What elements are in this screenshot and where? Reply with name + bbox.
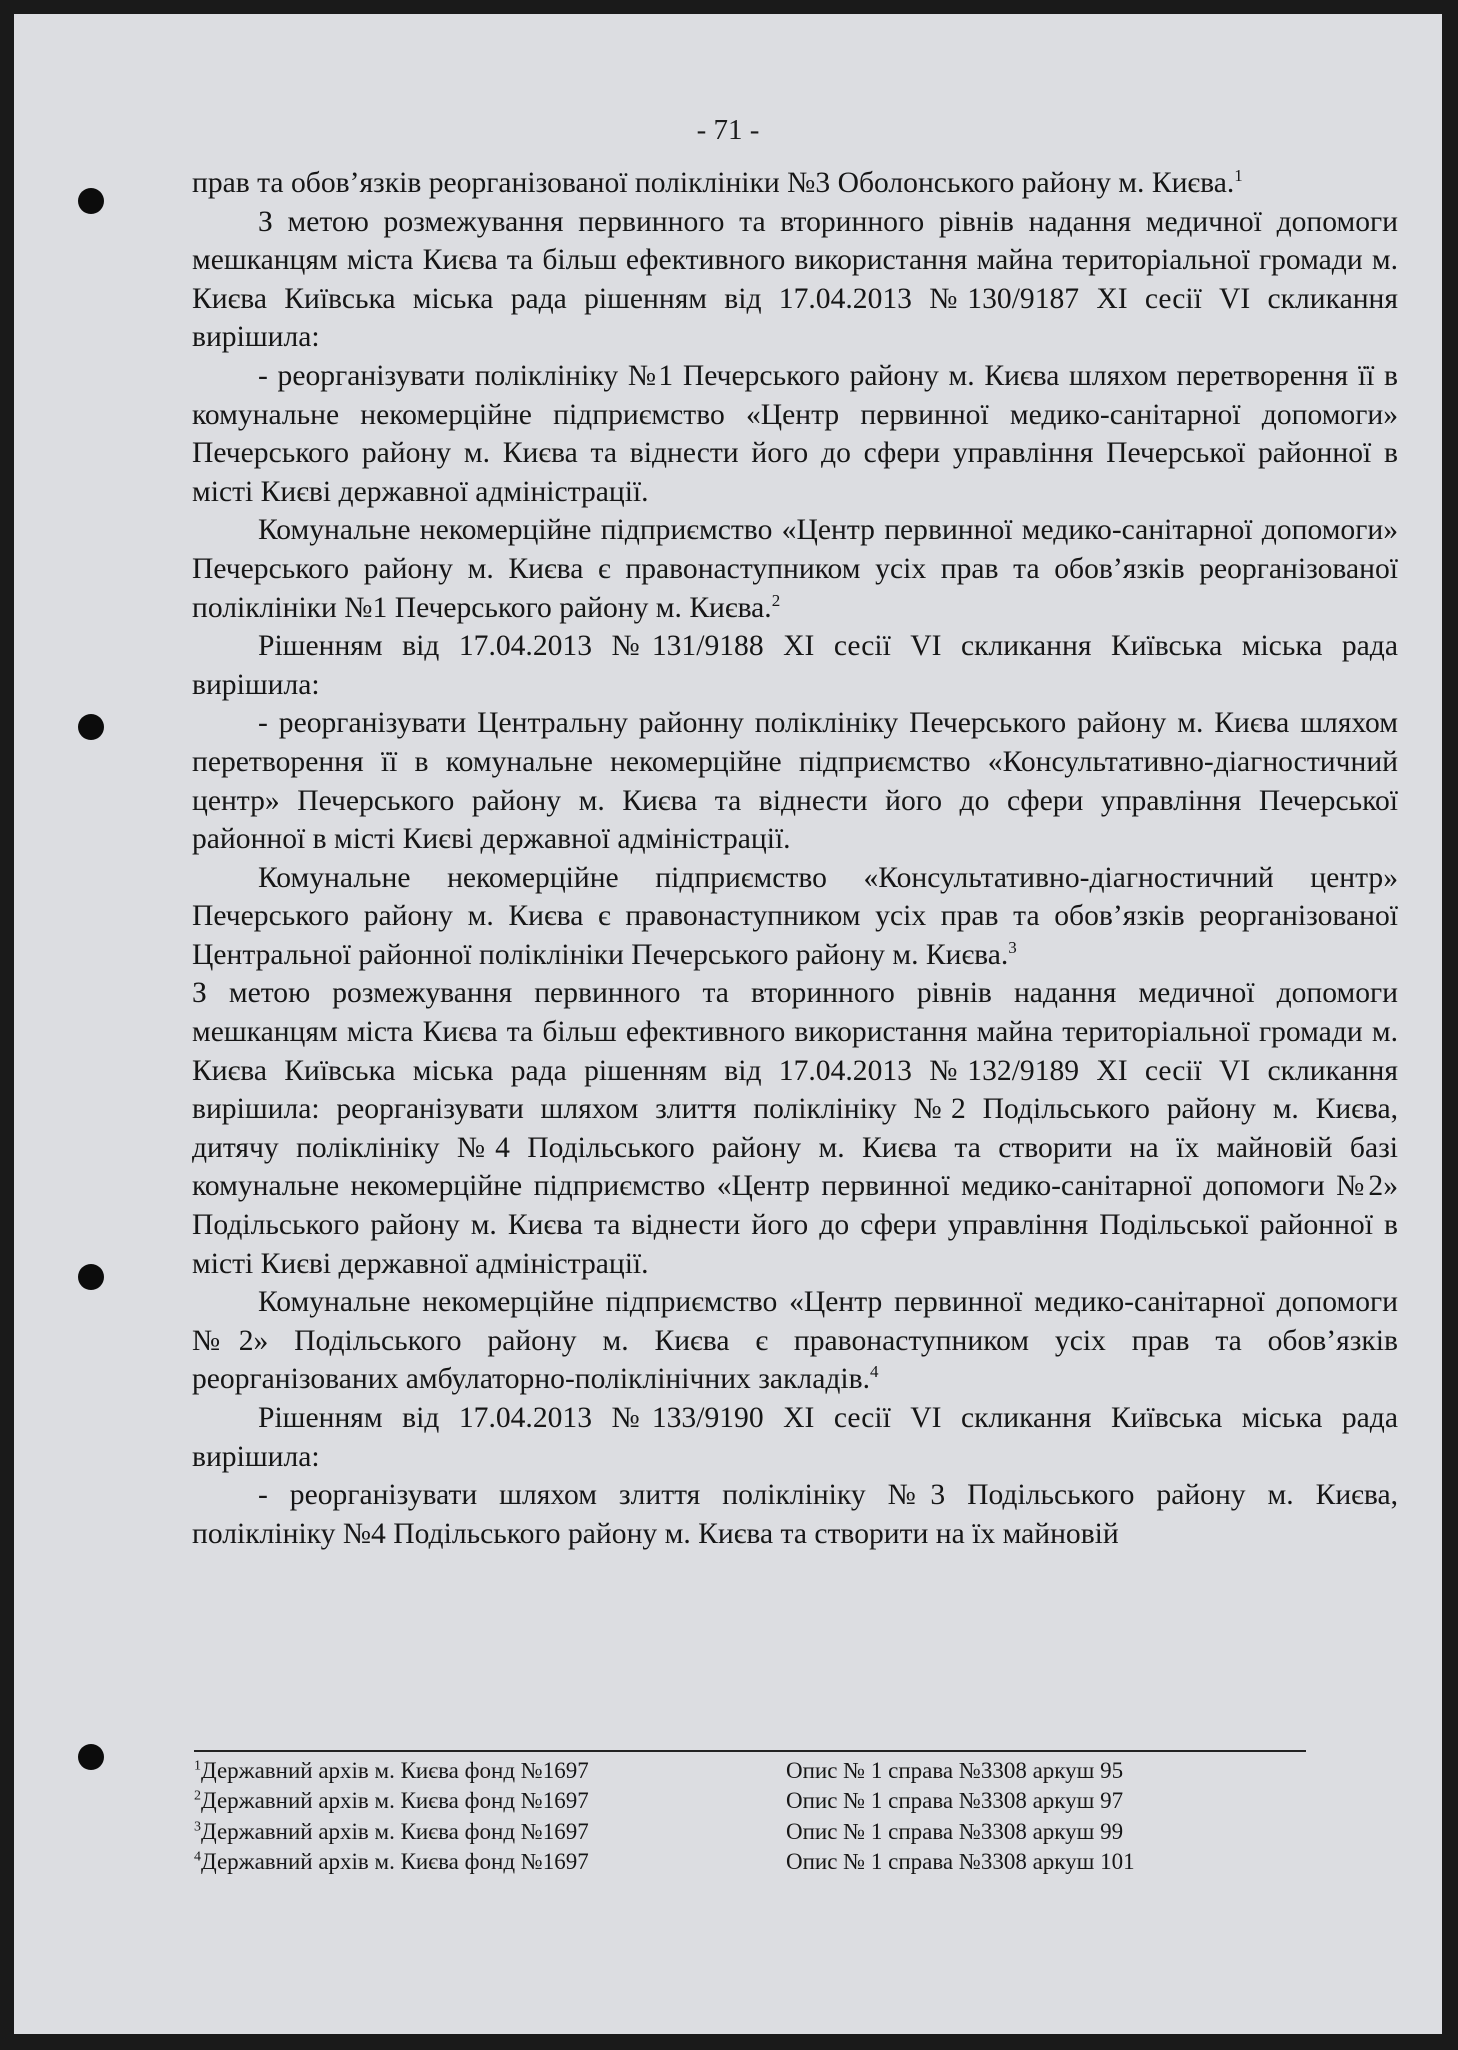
punch-hole: [78, 714, 104, 740]
footnote: [194, 1756, 1304, 1786]
paragraph: Комунальне некомерційне підприємство «Консультативно-діагностичний центр» Печерського району м. Києва є правонаступником усіх прав та обов’язків реорганізованої Центральної районної поліклініки Печерського району м. Києва.$^3$: [192, 861, 1398, 971]
footnote-reference: Опис № 1 справа №3308 аркуш 95: [786, 1758, 1124, 1783]
paragraph: - реорганізувати поліклініку №1 Печерського району м. Києва шляхом перетворення її в комунальне некомерційне підприємство «Центр первинної медико-санітарної допомоги» Печерського району м. Києва та віднести його до сфери управління Печерської районної в місті Києві державної адміністрації.: [192, 359, 1398, 508]
footnote-divider: [194, 1750, 1306, 1752]
footnote-number: 2: [194, 1788, 201, 1804]
footnote-number: 3: [194, 1818, 201, 1834]
paragraph: З метою розмежування первинного та вторинного рівнів надання медичної допомоги мешканцям міста Києва та більш ефективного використання майна територіальної громади м. Києва Київська міська рада рішенням від 17.04.2013 №130/9187 XI сесії VI скликання вирішила:: [192, 205, 1398, 354]
paragraph: Рішенням від 17.04.2013 №133/9190 XI сесії VI скликання Київська міська рада вирішила:: [192, 1402, 1398, 1473]
footnote-source: Державний архів м. Києва фонд №1697: [201, 1788, 589, 1814]
paragraph: - реорганізувати шляхом злиття поліклініку №3 Подільського району м. Києва, поліклініку №4 Подільського району м. Києва та створити на їх майновій: [192, 1479, 1398, 1550]
document-page: [14, 14, 1442, 2034]
footnote-source: Державний архів м. Києва фонд №1697: [201, 1848, 589, 1874]
punch-hole: [78, 1744, 104, 1770]
paragraph: Комунальне некомерційне підприємство «Центр первинної медико-санітарної допомоги» Печерського району м. Києва є правонаступником усіх прав та обов’язків реорганізованої поліклініки №1 Печерського району м. Києва.$^2$: [192, 514, 1398, 624]
body-text: [192, 164, 1398, 1553]
footnote-reference: Опис № 1 справа №3308 аркуш 101: [786, 1848, 1135, 1874]
footnote-number: 1: [194, 1758, 201, 1774]
footnote: [194, 1847, 1304, 1877]
paragraph: З метою розмежування первинного та вторинного рівнів надання медичної допомоги мешканцям міста Києва та більш ефективного використання майна територіальної громади м. Києва Київська міська рада рішенням від 17.04.2013 №132/9189 XI сесії VI скликання вирішила: реорганізувати шляхом злиття поліклініку №2 Подільського району м. Києва, дитячу поліклініку №4 Подільського району м. Києва та створити на їх майновій базі комунальне некомерційне підприємство «Центр первинної медико-санітарної допомоги №2» Подільського району м. Києва та віднести його до сфери управління Подільської районної в місті Києві державної адміністрації.: [192, 977, 1398, 1280]
footnote: [194, 1786, 1304, 1816]
footnotes: [194, 1756, 1304, 1877]
footnote: [194, 1817, 1304, 1847]
paragraph: прав та обов’язків реорганізованої поліклініки №3 Оболонського району м. Києва.$^1$: [192, 166, 1243, 199]
footnote-number: 4: [194, 1849, 201, 1865]
paragraph: Рішенням від 17.04.2013 №131/9188 XI сесії VI скликання Київська міська рада вирішила:: [192, 630, 1398, 701]
punch-hole: [78, 188, 104, 214]
footnote-ref: 1: [1234, 166, 1243, 186]
paragraph: - реорганізувати Центральну районну поліклініку Печерського району м. Києва шляхом перетворення її в комунальне некомерційне підприємство «Консультативно-діагностичний центр» Печерського району м. Києва та віднести його до сфери управління Печерської районної в місті Києві державної адміністрації.: [192, 707, 1398, 856]
footnote-source: Державний архів м. Києва фонд №1697: [201, 1758, 589, 1783]
footnote-ref: 3: [1008, 938, 1017, 958]
footnote-reference: Опис № 1 справа №3308 аркуш 97: [786, 1788, 1124, 1814]
paragraph: Комунальне некомерційне підприємство «Центр первинної медико-санітарної допомоги №2» Подільського району м. Києва є правонаступником усіх прав та обов’язків реорганізованих амбулаторно-поліклінічних закладів.$^4$: [192, 1286, 1398, 1396]
footnote-ref: 4: [869, 1362, 879, 1382]
footnote-reference: Опис № 1 справа №3308 аркуш 99: [786, 1818, 1124, 1844]
footnote-ref: 2: [771, 590, 781, 610]
page-number: - 71 -: [696, 114, 760, 146]
footnote-source: Державний архів м. Києва фонд №1697: [201, 1818, 589, 1844]
punch-hole: [78, 1264, 104, 1290]
